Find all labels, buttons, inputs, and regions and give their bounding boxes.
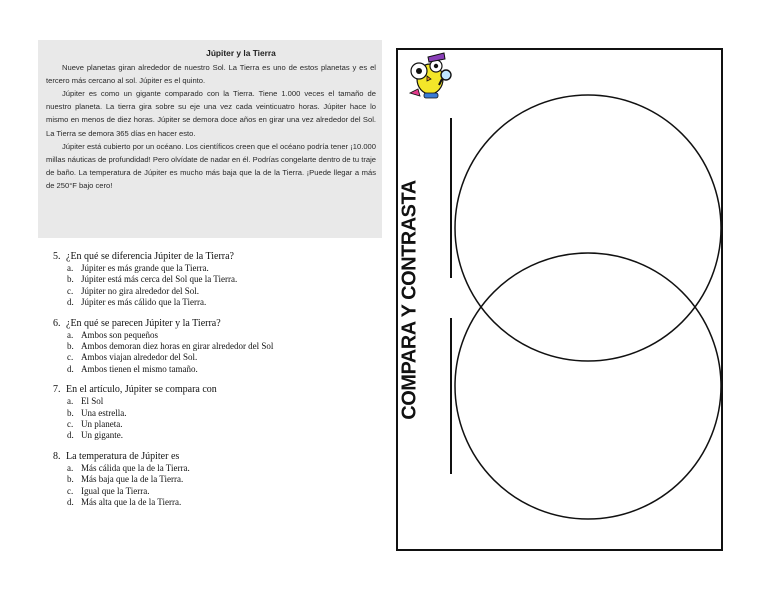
answer-option-c[interactable]: c. Júpiter no gira alrededor del Sol. bbox=[67, 285, 199, 296]
answer-option-c[interactable]: c. Igual que la Tierra. bbox=[67, 485, 150, 496]
question-stem: ¿En qué se parecen Júpiter y la Tierra? bbox=[66, 317, 221, 329]
question-stem: En el artículo, Júpiter se compara con bbox=[66, 384, 217, 396]
passage-title: Júpiter y la Tierra bbox=[206, 48, 276, 58]
passage-paragraph: Nueve planetas giran alrededor de nuestro Sol. La Tierra es uno de estos planetas y es el tercero más cercano al sol. Júpiter es el quinto. bbox=[46, 63, 376, 86]
answer-option-d[interactable]: d. Júpiter es más cálido que la Tierra. bbox=[67, 297, 207, 308]
answer-option-c[interactable]: c. Un planeta. bbox=[67, 419, 123, 430]
question-number: 8. bbox=[53, 450, 61, 462]
answer-option-b[interactable]: b. Júpiter está más cerca del Sol que la Tierra. bbox=[67, 274, 238, 285]
question-number: 7. bbox=[53, 384, 61, 396]
question-number: 6. bbox=[53, 317, 61, 329]
passage-paragraph: Júpiter está cubierto por un océano. Los científicos creen que el océano podría tener ¡10.000 millas náuticas de profundidad! Pero olvídate de nadar en él. Podrías congelarte dentro de tu traje de baño. La temperatura de Júpiter es mucho más baja que la de la Tierra. ¡Puede llegar a más de 250°F bajo cero! bbox=[46, 141, 376, 190]
answer-option-d[interactable]: d. Más alta que la de la Tierra. bbox=[67, 497, 182, 508]
answer-option-b[interactable]: b. Más baja que la de la Tierra. bbox=[67, 474, 184, 485]
venn-circle-top[interactable] bbox=[455, 95, 721, 361]
answer-option-b[interactable]: b. Una estrella. bbox=[67, 407, 127, 418]
question-stem: ¿En qué se diferencia Júpiter de la Tierra? bbox=[66, 251, 234, 262]
answer-option-c[interactable]: c. Ambos viajan alrededor del Sol. bbox=[67, 352, 198, 363]
owl-with-magnifying-glass-icon bbox=[398, 49, 460, 109]
answer-option-a[interactable]: a. El Sol bbox=[67, 396, 104, 407]
passage-paragraph: Júpiter es como un gigante comparado con la Tierra. Tiene 1.000 veces el tamaño de nuestro planeta. La tierra gira sobre su eje una vez cada veinticuatro horas. Júpiter hace lo mismo en menos de diez horas. Júpiter se demora doce años en girar una vez alrededor del Sol. La Tierra se demora 365 días en hacer esto. bbox=[46, 89, 376, 138]
answer-option-b[interactable]: b. Ambos demoran diez horas en girar alrededor del Sol bbox=[67, 341, 274, 352]
venn-title-text: COMPARA Y CONTRASTA bbox=[398, 180, 421, 420]
question-number: 5. bbox=[53, 251, 61, 262]
answer-option-a[interactable]: a. Ambos son pequeños bbox=[67, 329, 158, 340]
answer-option-a[interactable]: a. Más cálida que la de la Tierra. bbox=[67, 462, 190, 473]
answer-option-d[interactable]: d. Ambos tienen el mismo tamaño. bbox=[67, 363, 198, 374]
venn-circle-bottom[interactable] bbox=[455, 253, 721, 519]
answer-option-a[interactable]: a. Júpiter es más grande que la Tierra. bbox=[67, 263, 209, 273]
answer-option-d[interactable]: d. Un gigante. bbox=[67, 430, 123, 441]
question-stem: La temperatura de Júpiter es bbox=[66, 450, 180, 462]
